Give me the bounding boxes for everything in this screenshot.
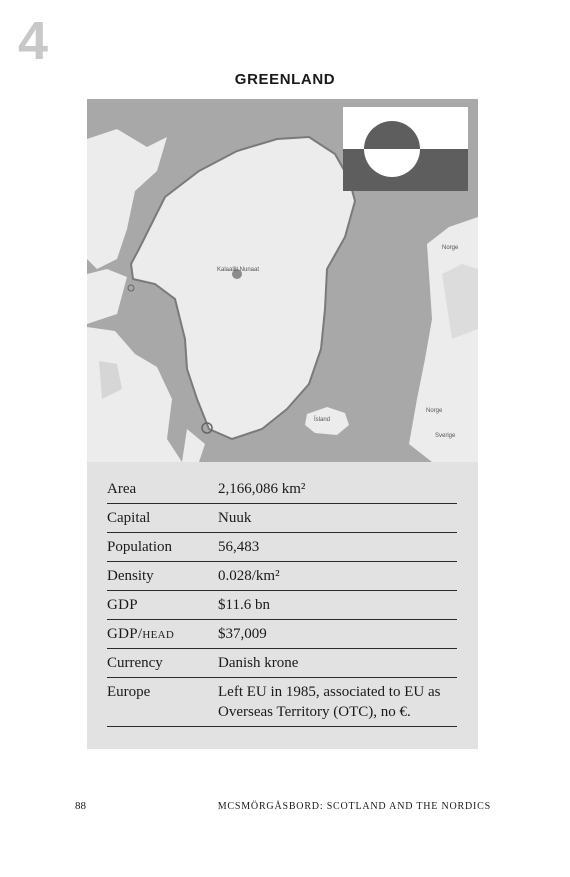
fact-label: Capital [107, 510, 151, 526]
fact-label: Area [107, 481, 137, 497]
fact-label: Population [107, 539, 173, 555]
greenland-map [87, 99, 478, 462]
page-number: 88 [75, 800, 86, 812]
fact-value: 0.028/km² [218, 568, 280, 584]
fact-row-gdp-head [107, 620, 457, 649]
map-label-norge-bottom: Norge [426, 408, 443, 414]
fact-row-area [107, 475, 457, 504]
fact-row-currency [107, 649, 457, 678]
country-card [87, 99, 478, 749]
page-title: GREENLAND [234, 71, 336, 88]
fact-label: Europe [107, 684, 151, 700]
fact-value: 2,166,086 km² [218, 481, 306, 497]
fact-row-density [107, 562, 457, 591]
chapter-number: 4 [18, 11, 49, 71]
flag-graphic [343, 107, 468, 191]
map-label-island: Ísland [314, 417, 331, 423]
fact-value: $37,009 [218, 626, 267, 642]
fact-value: $11.6 bn [218, 597, 270, 613]
greenland-flag [343, 107, 468, 191]
map-label-norge-top: Norge [442, 245, 459, 251]
fact-row-europe [107, 678, 457, 727]
fact-label: Density [107, 568, 154, 584]
map-label-capital: Kalaallit Nunaat [217, 267, 260, 273]
fact-value: Left EU in 1985, associated to EU as Overseas Territory (OTC), no €. [218, 684, 441, 720]
fact-label: GDP/head [107, 626, 175, 642]
fact-row-population [107, 533, 457, 562]
fact-value: 56,483 [218, 539, 260, 555]
fact-value: Danish krone [218, 655, 299, 671]
fact-row-capital [107, 504, 457, 533]
running-title: MCSMÖRGÅSBORD: SCOTLAND AND THE NORDICS [217, 801, 491, 812]
map-label-sverige: Sverige [435, 433, 456, 439]
fact-row-gdp [107, 591, 457, 620]
facts-table [107, 475, 457, 727]
fact-label: GDP [107, 597, 138, 613]
fact-label: Currency [107, 655, 163, 671]
fact-value: Nuuk [218, 510, 252, 526]
